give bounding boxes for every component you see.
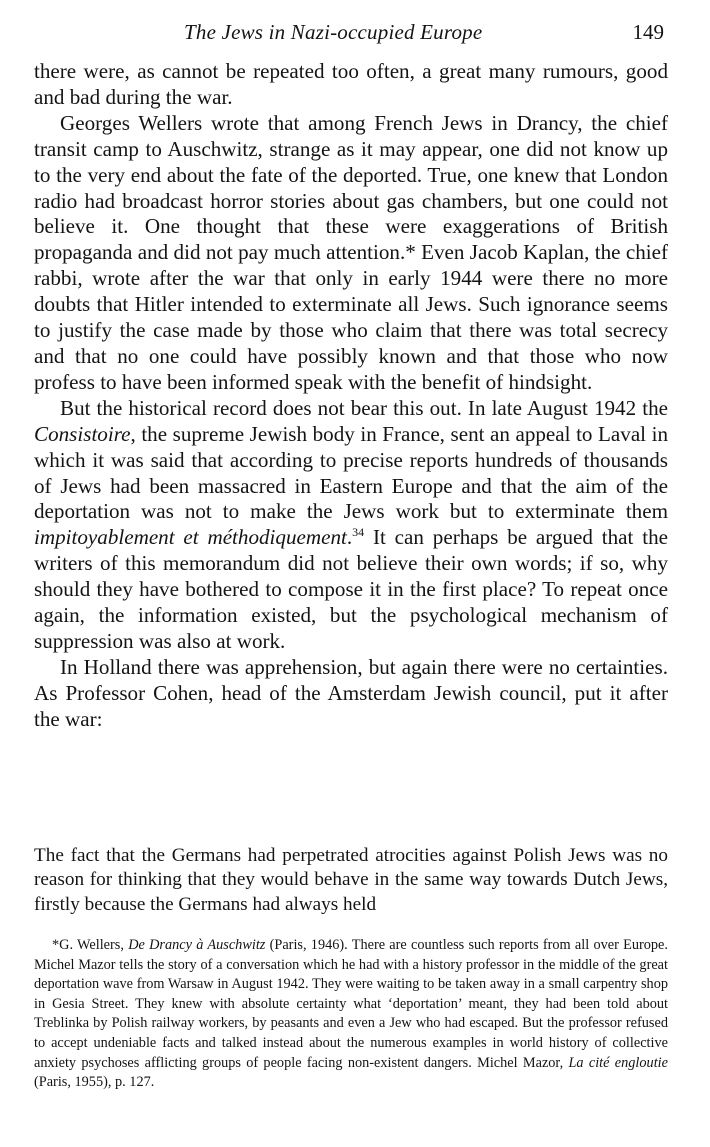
footnote-author: G. Wellers, [59, 937, 129, 953]
paragraph-4-text: In Holland there was apprehension, but again there were no certainties. As Professor Cohen, head of the Amsterdam Jewish council, put it after the war: [34, 654, 668, 731]
paragraph-3-italic-2: impitoyablement et méthodiquement [34, 525, 347, 550]
paragraph-2-text-a: Georges Wellers wrote that among French Jews in Drancy, the chief transit camp to Auschwitz, strange as it may appear, one did not know up to the very end about the fate of the deported. True, one knew that London radio had broadcast horror stories about gas chambers, but one could not believe it. One thought that these were exaggerations of British propaganda and did not pay much attention. [34, 110, 668, 265]
paragraph-4 [34, 655, 668, 733]
paragraph-2-text-b: Even Jacob Kaplan, the chief rabbi, wrote after the war that only in early 1944 were there no more doubts that Hitler intended to exterminate all Jews. Such ignorance seems to justify the case made by those who claim that there was total secrecy and that no one could have possibly known and that those who now profess to have been informed speak with the benefit of hindsight. [34, 240, 668, 394]
footnote-marker: * [405, 240, 416, 265]
note-reference: 34 [352, 525, 365, 540]
footnote-title: De Drancy à Auschwitz [128, 937, 266, 953]
paragraph-3-text-1: But the historical record does not bear this out. In late August 1942 the [60, 395, 668, 420]
block-quote [34, 844, 668, 917]
paragraph-3-text-4: It can perhaps be argued that the writers of this memorandum did not believe their own words; if so, why should they have bothered to compose it in the first place? To repeat once again, the information existed, but the psychological mechanism of suppression was also at work. [34, 525, 668, 653]
paragraph-1 [34, 59, 668, 111]
footnote-text-1: (Paris, 1946). There are countless such reports from all over Europe. Michel Mazor tells the story of a conversation which he had with a history professor in the middle of the great deportation wave from Warsaw in August 1942. They were waiting to be taken away in a small carpentry shop in Gesia Street. They knew with absolute certainty what ‘deportation’ meant, they had been told about Treblinka by Polish railway workers, by peasants and even a Jew who had escaped. But the professor refused to accept undeniable facts and talked instead about the numerous examples in world history of collective anxiety psychoses afflicting groups of people facing non-existent dangers. Michel Mazor, [34, 937, 668, 1071]
footnote-marker-label: * [52, 937, 60, 953]
paragraph-3-text-3: . [346, 525, 353, 550]
paragraph-1-text: there were, as cannot be repeated too often, a great many rumours, good and bad during the war. [34, 59, 668, 109]
footnote [34, 936, 668, 1093]
block-quote-text: The fact that the Germans had perpetrated atrocities against Polish Jews was no reason for thinking that they would behave in the same way towards Dutch Jews, firstly because the Germans had always held [34, 845, 668, 915]
paragraph-3-italic-1: Consistoire [34, 421, 131, 446]
footnote-title-2: La cité engloutie [568, 1054, 668, 1071]
running-head [34, 18, 664, 52]
page-number: 149 [632, 20, 664, 44]
footnote-paragraph [34, 936, 668, 1093]
running-title: The Jews in Nazi-occupied Europe [184, 20, 483, 44]
body-text [34, 59, 668, 733]
paragraph-2 [34, 111, 668, 396]
footnote-text-2: (Paris, 1955), p. 127. [34, 1074, 155, 1091]
paragraph-3-text-2: , the supreme Jewish body in France, sent an appeal to Laval in which it was said that according to precise reports hundreds of thousands of Jews had been massacred in Eastern Europe and that the aim of the deportation was not to make the Jews work but to exterminate them [34, 421, 668, 524]
paragraph-3 [34, 396, 668, 655]
